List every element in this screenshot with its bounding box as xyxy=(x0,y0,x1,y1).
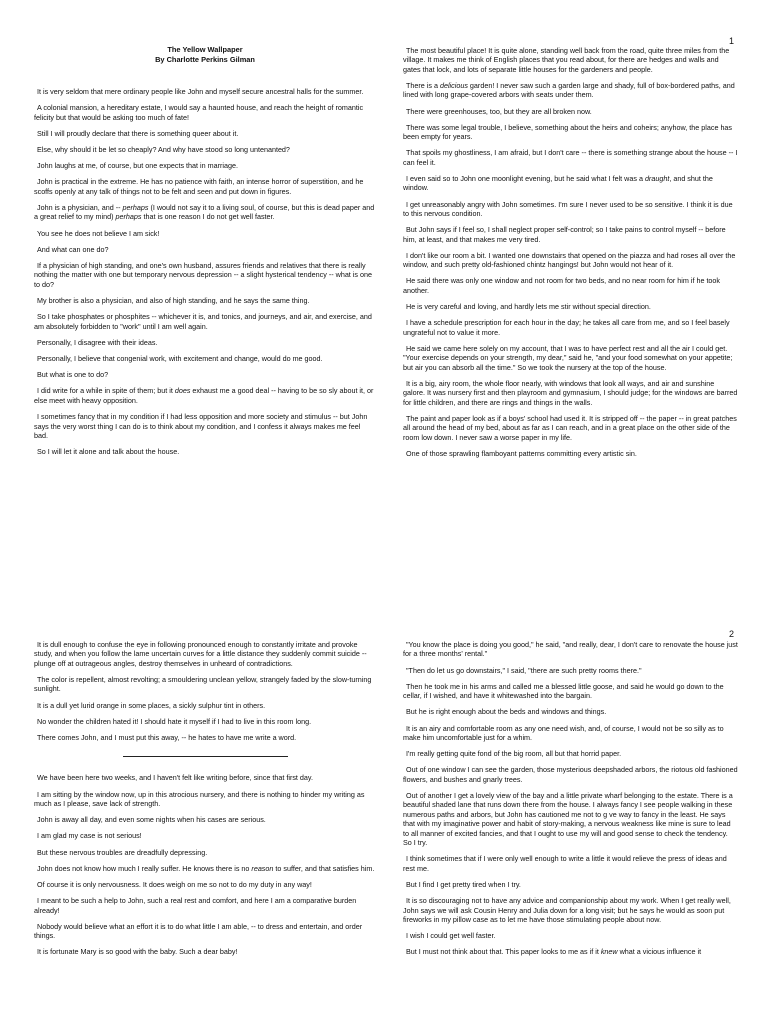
paragraph: It is dull enough to confuse the eye in following pronounced enough to constantly irritate and provoke study, and when you follow the lame uncertain curves for a little distance they suddenly commit suicide -- plunge off at outrageous angles, destroy themselves in unheard of contradictions. xyxy=(34,640,367,668)
document-title: The Yellow Wallpaper xyxy=(167,45,243,54)
paragraph: I'm really getting quite fond of the big room, all but that horrid paper. xyxy=(406,749,622,759)
column-top-left xyxy=(34,45,376,463)
paragraph: It is so discouraging not to have any advice and companionship about my work. When I get really well, John says we will ask Cousin Henry and Julia down for a long visit; but he says he would as soon put fireworks in my pillow case as to let me have those stimulating people about now. xyxy=(403,896,731,924)
paragraph: It is fortunate Mary is so good with the baby. Such a dear baby! xyxy=(37,947,238,957)
paragraph: The most beautiful place! It is quite alone, standing well back from the road, quite three miles from the village. It makes me think of English places that you read about, for there are hedges and walls and gates that lock, and lots of separate little houses for the gardeners and people. xyxy=(403,46,730,74)
paragraph: But these nervous troubles are dreadfully depressing. xyxy=(37,847,208,857)
column-bottom-left xyxy=(34,640,376,964)
paragraph: I think sometimes that if I were only well enough to write a little it would relieve the press of ideas and rest me. xyxy=(403,854,727,873)
paragraph: And what can one do? xyxy=(37,244,109,254)
paragraph: It is a dull yet lurid orange in some places, a sickly sulphur tint in others. xyxy=(37,700,266,710)
paragraph: Else, why should it be let so cheaply? And why have stood so long untenanted? xyxy=(37,145,290,155)
paragraph: I get unreasonably angry with John sometimes. I'm sure I never used to be so sensitive. I think it is due to this nervous condition. xyxy=(403,199,733,219)
paragraph: John laughs at me, of course, but one expects that in marriage. xyxy=(37,161,238,171)
paragraph: But what is one to do? xyxy=(37,370,109,380)
column-top-right xyxy=(403,46,738,465)
paragraph: I even said so to John one moonlight evening, but he said what I felt was a draught, and shut the window. xyxy=(403,174,713,193)
paragraph: You see he does not believe I am sick! xyxy=(37,228,160,238)
paragraph: He said there was only one window and not room for two beds, and no near room for him if he took another. xyxy=(403,276,721,295)
page-number-1: 1 xyxy=(728,36,734,46)
paragraph: My brother is also a physician, and also of high standing, and he says the same thing. xyxy=(37,296,310,306)
paragraph: Nobody would believe what an effort it is to do what little I am able, -- to dress and entertain, and order things. xyxy=(34,921,363,941)
paragraph: The paint and paper look as if a boys' school had used it. It is stripped off -- the paper -- in great patches all around the head of my bed, about as far as I can reach, and in a great place on the other side of the room low down. I never saw a worse paper in my life. xyxy=(403,413,737,442)
paragraph: But he is right enough about the beds and windows and things. xyxy=(406,707,607,717)
paragraph: I meant to be such a help to John, such a real rest and comfort, and here I am a comparative burden already! xyxy=(34,896,357,915)
paragraph: Personally, I disagree with their ideas. xyxy=(37,337,158,347)
paragraph: I have a schedule prescription for each hour in the day; he takes all care from me, and so I feel basely ungrateful not to value it more. xyxy=(403,318,730,337)
paragraph: A colonial mansion, a hereditary estate, I would say a haunted house, and reach the height of romantic felicity but that would be asking too much of fate! xyxy=(34,103,364,122)
paragraph: John is away all day, and even some nights when his cases are serious. xyxy=(37,815,266,825)
paragraph: John does not know how much I really suffer. He knows there is no reason to suffer, and that satisfies him. xyxy=(37,863,375,873)
paragraph: No wonder the children hated it! I should hate it myself if I had to live in this room long. xyxy=(37,716,312,726)
paragraph: Out of another I get a lovely view of the bay and a little private wharf belonging to the estate. There is a beautiful shaded lane that runs down there from the house. I always fancy I see people walking in these numerous paths and arbors, but John has cautioned me not to g ve way to fancy in the least. He says that with my imaginative power and habit of story-making, a nervous weakness like mine is sure to lead to all manner of excited fancies, and that I ought to use my will and good sense to check the tendency. So I try. xyxy=(403,791,733,848)
paragraph: I wish I could get well faster. xyxy=(406,931,496,941)
paragraph: There comes John, and I must put this away, -- he hates to have me write a word. xyxy=(37,733,297,743)
paragraph: So I take phosphates or phosphites -- whichever it is, and tonics, and journeys, and air, and exercise, and am absolutely forbidden to "work" until I am well again. xyxy=(34,312,372,331)
title-block xyxy=(34,45,376,65)
page-number-2: 2 xyxy=(728,629,734,639)
document-author: By Charlotte Perkins Gilman xyxy=(155,55,255,64)
paragraph: There were greenhouses, too, but they are all broken now. xyxy=(406,106,592,116)
paragraph: That spoils my ghostliness, I am afraid, but I don't care -- there is something strange about the house -- I can feel it. xyxy=(403,148,738,167)
paragraph: But I must not think about that. This paper looks to me as if it knew what a vicious influence it xyxy=(406,947,702,957)
section-divider xyxy=(123,756,288,757)
paragraph: But John says if I feel so, I shall neglect proper self-control; so I take pains to control myself -- before him, at least, and that makes me very tired. xyxy=(403,225,726,244)
paragraph: Out of one window I can see the garden, those mysterious deepshaded arbors, the riotous old fashioned flowers, and bushes and gnarly trees. xyxy=(403,765,738,784)
paragraph: It is very seldom that mere ordinary people like John and myself secure ancestral halls for the summer. xyxy=(37,87,364,96)
column-bottom-right xyxy=(403,640,738,964)
paragraph: Then he took me in his arms and called me a blessed little goose, and said he would go down to the cellar, if I wished, and have it whitewashed into the bargain. xyxy=(403,681,724,701)
paragraph: But I find I get pretty tired when I try. xyxy=(406,879,521,889)
paragraph: "You know the place is doing you good," he said, "and really, dear, I don't care to renovate the house just for a three months' rental." xyxy=(403,640,738,659)
paragraph: One of those sprawling flamboyant patterns committing every artistic sin. xyxy=(406,448,637,458)
paragraph: So I will let it alone and talk about the house. xyxy=(37,447,180,457)
paragraph: John is practical in the extreme. He has no patience with faith, an intense horror of superstition, and he scoffs openly at any talk of things not to be felt and seen and put down in figures. xyxy=(34,177,364,196)
paragraph: It is an airy and comfortable room as any one need wish, and, of course, I would not be so silly as to make him uncomfortable just for a whim. xyxy=(403,723,724,743)
paragraph: Personally, I believe that congenial work, with excitement and change, would do me good. xyxy=(37,354,323,364)
paragraph: "Then do let us go downstairs," I said, "there are such pretty rooms there." xyxy=(406,665,642,675)
paragraph: John is a physician, and -- perhaps (I would not say it to a living soul, of course, but this is dead paper and a great relief to my mind) perhaps that is one reason I do not get well faster. xyxy=(34,203,375,222)
paragraph: We have been here two weeks, and I haven't felt like writing before, since that first day. xyxy=(37,773,313,783)
paragraph: I am glad my case is not serious! xyxy=(37,831,142,841)
paragraph: It is a big, airy room, the whole floor nearly, with windows that look all ways, and air and sunshine galore. It was nursery first and then playroom and gymnasium, I should judge; for the windows are barred for little children, and there are rings and things in the walls. xyxy=(403,378,738,407)
paragraph: I don't like our room a bit. I wanted one downstairs that opened on the piazza and had roses all over the window, and such pretty old-fashioned chintz hangings! but John would not hear of it. xyxy=(403,250,736,270)
paragraph: I am sitting by the window now, up in this atrocious nursery, and there is nothing to hinder my writing as much as I please, save lack of strength. xyxy=(34,789,365,809)
paragraph: He said we came here solely on my account, that I was to have perfect rest and all the air I could get. "Your exercise depends on your strength, my dear," said he, "and your food somewhat on your appetite; but air you can absorb all the time." So we took the nursery at the top of the house. xyxy=(403,343,733,372)
paragraph: The color is repellent, almost revolting; a smouldering unclean yellow, strangely faded by the slow-turning sunlight. xyxy=(34,675,372,694)
paragraph: Still I will proudly declare that there is something queer about it. xyxy=(37,128,239,138)
paragraph: There was some legal trouble, I believe, something about the heirs and coheirs; anyhow, the place has been empty for years. xyxy=(403,122,733,142)
paragraph: I sometimes fancy that in my condition if I had less opposition and more society and stimulus -- but John says the very worst thing I can do is to think about my condition, and I confess it always makes me feel bad. xyxy=(34,412,368,440)
paragraph: He is very careful and loving, and hardly lets me stir without special direction. xyxy=(406,302,651,312)
paragraph: Of course it is only nervousness. It does weigh on me so not to do my duty in any way! xyxy=(37,880,312,890)
paragraph: If a physician of high standing, and one's own husband, assures friends and relatives that there is really nothing the matter with one but temporary nervous depression -- a slight hysterical tendency -- what is one to do? xyxy=(34,261,372,289)
paragraph: There is a delicious garden! I never saw such a garden large and shady, full of box-bordered paths, and lined with long grape-covered arbors with seats under them. xyxy=(403,81,735,100)
paragraph: I did write for a while in spite of them; but it does exhaust me a good deal -- having to be so sly about it, or else meet with heavy opposition. xyxy=(34,386,374,405)
